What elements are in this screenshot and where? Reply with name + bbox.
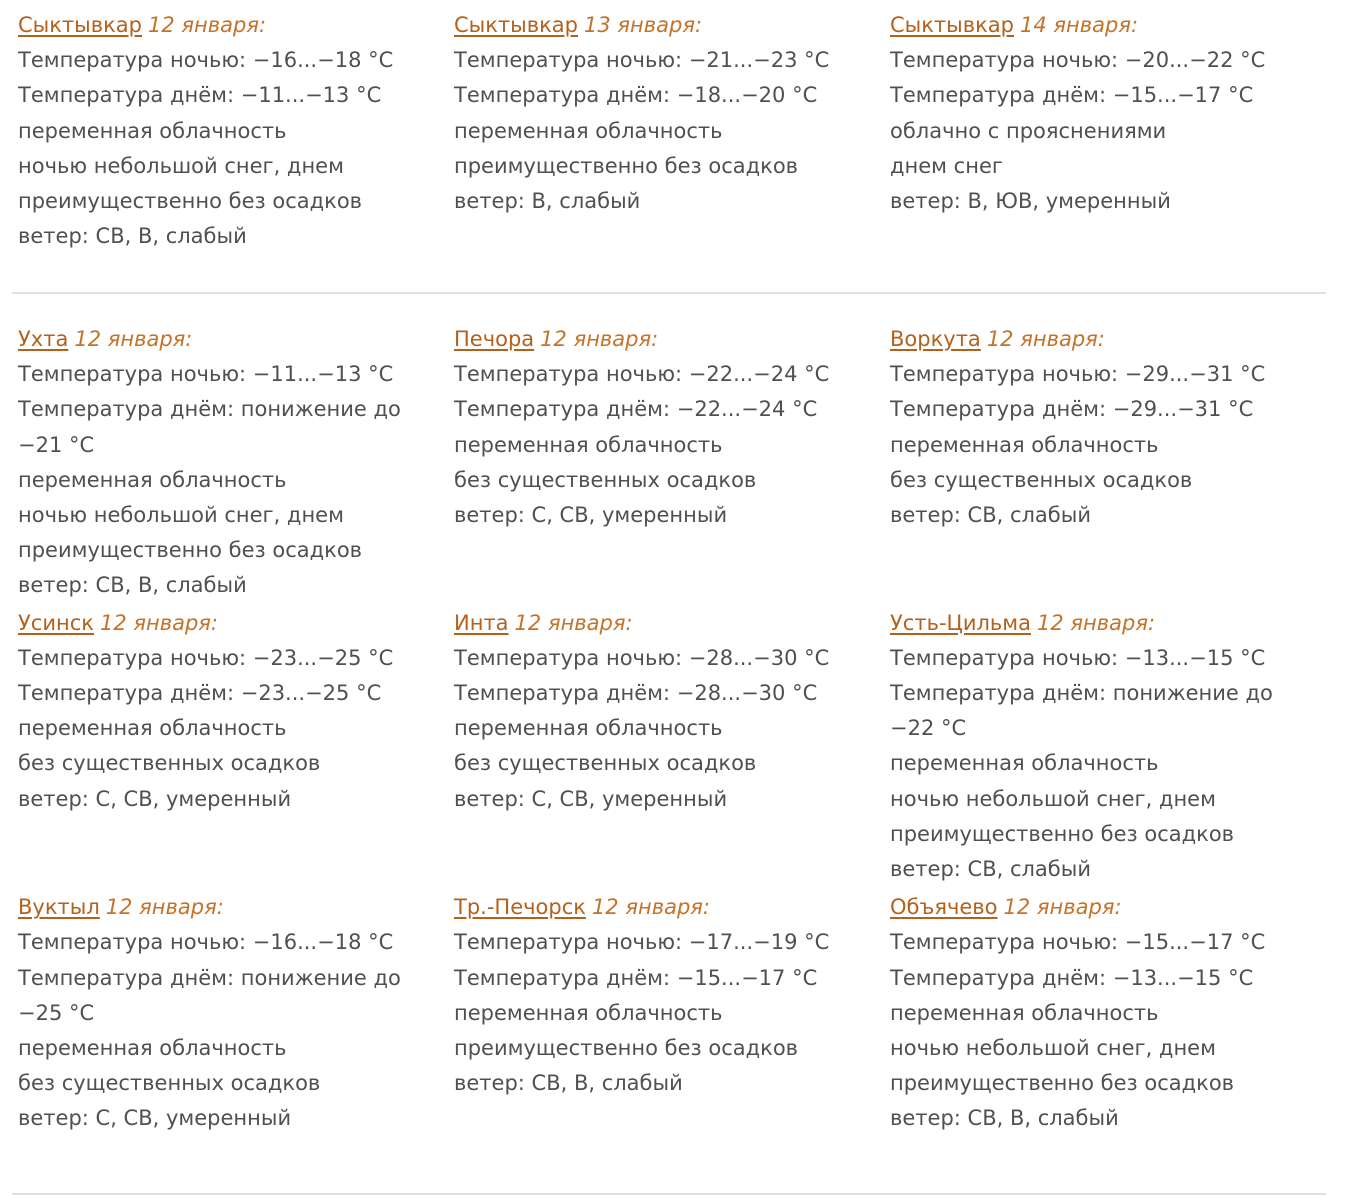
cloudiness: переменная облачность: [18, 467, 287, 492]
cloudiness: облачно с прояснениями: [890, 118, 1167, 143]
wind: ветер: СВ, В, слабый: [890, 1106, 1119, 1131]
city-link[interactable]: Инта: [454, 610, 509, 635]
cloudiness: переменная облачность: [454, 432, 723, 457]
cities-row-1: [0, 322, 1348, 604]
precipitation: преимущественно без осадков: [454, 153, 799, 178]
cloudiness: переменная облачность: [18, 118, 287, 143]
day-temperature: Температура днём: понижение до −21 °С: [18, 397, 401, 457]
forecast-date: 12 января:: [105, 895, 224, 920]
forecast-date: 12 января:: [986, 327, 1105, 351]
syktyvkar-forecast-section: [0, 8, 1348, 254]
card-header: [890, 606, 1320, 641]
city-link[interactable]: Сыктывкар: [890, 13, 1015, 37]
forecast-date: 12 января:: [74, 327, 193, 351]
night-temperature: Температура ночью: −11...−13 °С: [18, 362, 394, 387]
night-temperature: Температура ночью: −16...−18 °С: [18, 48, 394, 73]
card-header: [18, 606, 454, 641]
precipitation: ночью небольшой снег, днем преимущественно без осадков: [18, 503, 363, 563]
night-temperature: Температура ночью: −13...−15 °С: [890, 645, 1266, 670]
card-header: [454, 890, 890, 925]
cloudiness: переменная облачность: [18, 716, 287, 741]
day-temperature: Температура днём: −18...−20 °С: [454, 83, 818, 108]
night-temperature: Температура ночью: −23...−25 °С: [18, 645, 394, 670]
city-link[interactable]: Печора: [454, 327, 535, 351]
card-header: [18, 890, 448, 925]
section-divider: [12, 292, 1326, 294]
cloudiness: переменная облачность: [890, 432, 1159, 457]
precipitation: без существенных осадков: [890, 467, 1193, 492]
precipitation: ночью небольшой снег, днем преимущественно без осадков: [18, 153, 363, 214]
forecast-card-tr-pechorsk: [454, 890, 890, 1136]
night-temperature: Температура ночью: −28...−30 °С: [454, 645, 830, 670]
city-link[interactable]: Усть-Цильма: [890, 610, 1031, 635]
forecast-date: 12 января:: [591, 895, 710, 920]
night-temperature: Температура ночью: −16...−18 °С: [18, 930, 394, 955]
forecast-card-vorkuta: [890, 322, 1326, 604]
card-header: [890, 890, 1326, 925]
card-header: [18, 322, 448, 357]
precipitation: без существенных осадков: [454, 467, 757, 492]
wind: ветер: В, слабый: [454, 189, 641, 214]
city-link[interactable]: Сыктывкар: [454, 13, 579, 37]
cities-forecast-section: [0, 322, 1348, 1137]
card-header: [454, 606, 890, 641]
card-header: [890, 322, 1326, 357]
day-temperature: Температура днём: −15...−17 °С: [890, 83, 1254, 108]
forecast-date: 12 января:: [148, 13, 267, 37]
wind: ветер: В, ЮВ, умеренный: [890, 189, 1171, 214]
forecast-card-inta: [454, 606, 890, 888]
precipitation: без существенных осадков: [454, 751, 757, 776]
precipitation: без существенных осадков: [18, 1071, 321, 1096]
card-header: [890, 8, 1326, 43]
forecast-date: 13 января:: [584, 13, 703, 37]
card-header: [18, 8, 454, 43]
day-temperature: Температура днём: −28...−30 °С: [454, 681, 818, 706]
day-temperature: Температура днём: понижение до −25 °С: [18, 965, 401, 1025]
forecast-date: 14 января:: [1020, 13, 1139, 37]
forecast-card-ukhta: [18, 322, 448, 604]
wind: ветер: С, СВ, умеренный: [18, 786, 292, 811]
forecast-card-ust-tsilma: [890, 606, 1320, 888]
wind: ветер: С, СВ, умеренный: [18, 1106, 292, 1131]
cloudiness: переменная облачность: [454, 716, 723, 741]
wind: ветер: СВ, В, слабый: [454, 1071, 683, 1096]
forecast-date: 12 января:: [1003, 895, 1122, 920]
precipitation: преимущественно без осадков: [454, 1036, 799, 1061]
night-temperature: Температура ночью: −29...−31 °С: [890, 362, 1266, 387]
city-link[interactable]: Тр.-Печорск: [454, 895, 586, 920]
forecast-card-syktyvkar-13: [454, 8, 890, 254]
cities-row-2: [0, 606, 1348, 888]
wind: ветер: СВ, В, слабый: [18, 224, 247, 249]
cloudiness: переменная облачность: [454, 1000, 723, 1025]
forecast-date: 12 января:: [514, 610, 633, 635]
card-header: [454, 322, 890, 357]
city-link[interactable]: Вуктыл: [18, 895, 100, 920]
city-link[interactable]: Усинск: [18, 610, 94, 635]
wind: ветер: С, СВ, умеренный: [454, 503, 728, 528]
day-temperature: Температура днём: −23...−25 °С: [18, 681, 382, 706]
forecast-card-obyachevo: [890, 890, 1326, 1136]
forecast-card-syktyvkar-14: [890, 8, 1326, 254]
forecast-card-usinsk: [18, 606, 454, 888]
precipitation: днем снег: [890, 153, 1003, 178]
cloudiness: переменная облачность: [890, 1000, 1159, 1025]
night-temperature: Температура ночью: −15...−17 °С: [890, 930, 1266, 955]
precipitation: ночью небольшой снег, днем преимущественно без осадков: [890, 1036, 1235, 1096]
cities-row-3: [0, 890, 1348, 1136]
forecast-date: 12 января:: [99, 610, 218, 635]
forecast-card-syktyvkar-12: [18, 8, 454, 254]
precipitation: без существенных осадков: [18, 751, 321, 776]
city-link[interactable]: Воркута: [890, 327, 981, 351]
card-header: [454, 8, 890, 43]
wind: ветер: СВ, слабый: [890, 503, 1091, 528]
wind: ветер: С, СВ, умеренный: [454, 786, 728, 811]
wind: ветер: СВ, слабый: [890, 857, 1091, 882]
section-divider: [12, 1193, 1326, 1195]
day-temperature: Температура днём: −15...−17 °С: [454, 965, 818, 990]
cloudiness: переменная облачность: [454, 118, 723, 143]
day-temperature: Температура днём: понижение до −22 °С: [890, 681, 1273, 741]
day-temperature: Температура днём: −29...−31 °С: [890, 397, 1254, 422]
city-link[interactable]: Сыктывкар: [18, 13, 143, 37]
city-link[interactable]: Ухта: [18, 327, 69, 351]
precipitation: ночью небольшой снег, днем преимущественно без осадков: [890, 786, 1235, 846]
day-temperature: Температура днём: −11...−13 °С: [18, 83, 382, 108]
forecast-date: 12 января:: [540, 327, 659, 351]
forecast-card-pechora: [454, 322, 890, 604]
forecast-date: 12 января:: [1037, 610, 1156, 635]
wind: ветер: СВ, В, слабый: [18, 573, 247, 598]
forecast-card-vuktyl: [18, 890, 448, 1136]
night-temperature: Температура ночью: −20...−22 °С: [890, 48, 1266, 73]
night-temperature: Температура ночью: −17...−19 °С: [454, 930, 830, 955]
cloudiness: переменная облачность: [18, 1036, 287, 1061]
city-link[interactable]: Объячево: [890, 895, 998, 920]
cloudiness: переменная облачность: [890, 751, 1159, 776]
night-temperature: Температура ночью: −21...−23 °С: [454, 48, 830, 73]
night-temperature: Температура ночью: −22...−24 °С: [454, 362, 830, 387]
day-temperature: Температура днём: −22...−24 °С: [454, 397, 818, 422]
day-temperature: Температура днём: −13...−15 °С: [890, 965, 1254, 990]
